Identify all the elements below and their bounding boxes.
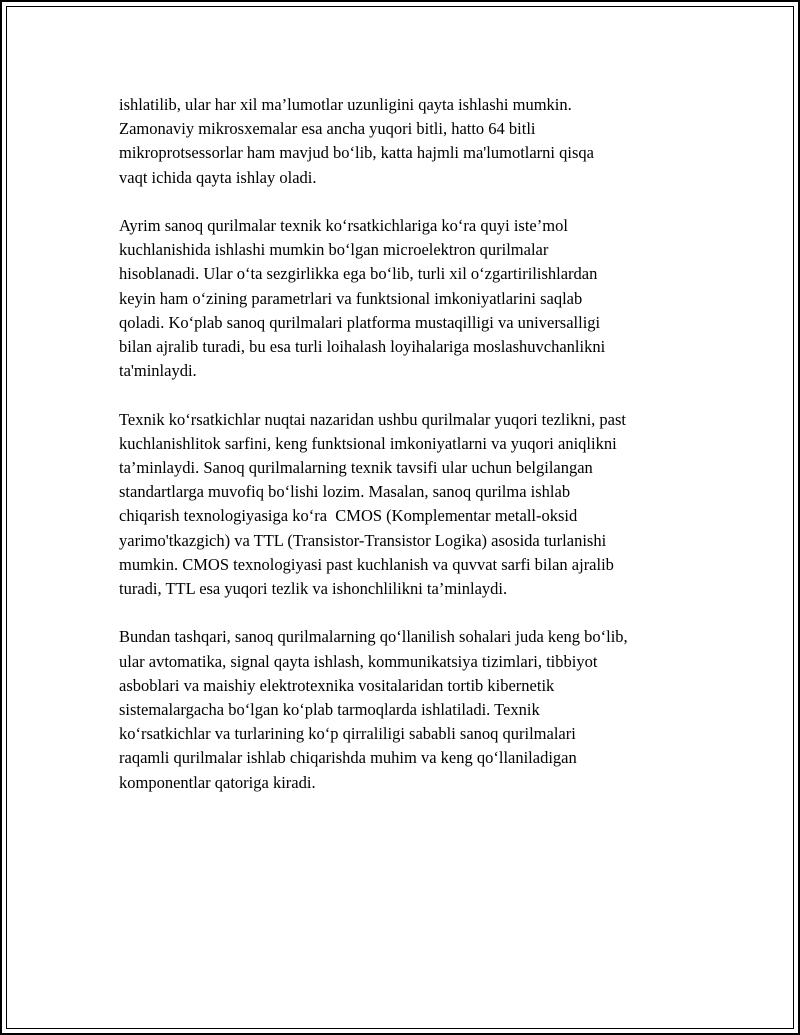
text-line: raqamli qurilmalar ishlab chiqarishda muhim va keng qo‘llaniladigan <box>119 748 577 768</box>
text-line: hisoblanadi. Ular o‘ta sezgirlikka ega bo‘lib, turli xil o‘zgartirilishlardan <box>119 264 598 284</box>
text-line: ishlatilib, ular har xil ma’lumotlar uzunligini qayta ishlashi mumkin. <box>119 95 572 114</box>
text-line: chiqarish texnologiyasiga ko‘ra CMOS (Komplementar metall-oksid <box>119 506 578 526</box>
text-line: ular avtomatika, signal qayta ishlash, kommunikatsiya tizimlari, tibbiyot <box>119 651 598 671</box>
text-line: turadi, TTL esa yuqori tezlik va ishonchlilikni ta’minlaydi. <box>119 579 508 599</box>
paragraph-3 <box>119 408 699 602</box>
paragraph-4 <box>119 625 699 794</box>
text-line: yarimo'tkazgich) va TTL (Transistor-Transistor Logika) asosida turlanishi <box>119 530 607 550</box>
document-body <box>119 93 699 819</box>
text-line: bilan ajralib turadi, bu esa turli loihalash loyihalariga moslashuvchanlikni <box>119 337 606 357</box>
paragraph-1 <box>119 93 699 190</box>
text-line: Ayrim sanoq qurilmalar texnik ko‘rsatkichlariga ko‘ra quyi iste’mol <box>119 216 568 235</box>
text-line: kuchlanishlitok sarfini, keng funktsional imkoniyatlarni va yuqori aniqlikni <box>119 433 617 453</box>
text-line: sistemalargacha bo‘lgan ko‘plab tarmoqlarda ishlatiladi. Texnik <box>119 700 540 720</box>
text-line: Bundan tashqari, sanoq qurilmalarning qo‘llanilish sohalari juda keng bo‘lib, <box>119 627 628 647</box>
text-line: asboblari va maishiy elektrotexnika vositalaridan tortib kibernetik <box>119 675 555 695</box>
text-line: qoladi. Ko‘plab sanoq qurilmalari platforma mustaqilligi va universalligi <box>119 312 601 332</box>
text-line: Texnik ko‘rsatkichlar nuqtai nazaridan ushbu qurilmalar yuqori tezlikni, past <box>119 409 626 429</box>
text-line: mikroprotsessorlar ham mavjud bo‘lib, katta hajmli ma'lumotlarni qisqa <box>119 143 594 163</box>
text-line: ko‘rsatkichlar va turlarining ko‘p qirraliligi sababli sanoq qurilmalari <box>119 724 576 744</box>
text-line: ta’minlaydi. Sanoq qurilmalarning texnik tavsifi ular uchun belgilangan <box>119 458 593 478</box>
text-line: mumkin. CMOS texnologiyasi past kuchlanish va quvvat sarfi bilan ajralib <box>119 554 614 574</box>
text-line: keyin ham o‘zining parametrlari va funktsional imkoniyatlarini saqlab <box>119 288 583 308</box>
text-line: kuchlanishida ishlashi mumkin bo‘lgan microelektron qurilmalar <box>119 240 549 260</box>
paragraph-2 <box>119 214 699 383</box>
text-line: komponentlar qatoriga kiradi. <box>119 772 316 792</box>
text-line: standartlarga muvofiq bo‘lishi lozim. Masalan, sanoq qurilma ishlab <box>119 482 571 502</box>
text-line: Zamonaviy mikrosxemalar esa ancha yuqori bitli, hatto 64 bitli <box>119 119 536 139</box>
text-line: ta'minlaydi. <box>119 361 197 381</box>
text-line: vaqt ichida qayta ishlay oladi. <box>119 167 317 187</box>
